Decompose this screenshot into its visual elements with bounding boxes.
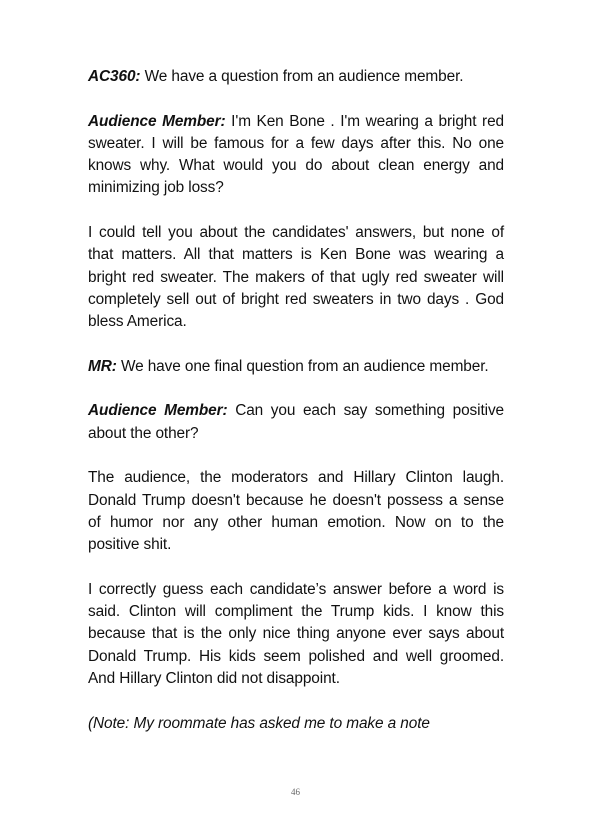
narrative-paragraph: I correctly guess each candidate’s answer before a word is said. Clinton will compliment the Trump kids. I know this because that is the only nice thing anyone ever says about Donald Trump. His kids seem polished and well groomed. And Hillary Clinton did not disappoint. (88, 580, 504, 688)
dialogue-text: We have a question from an audience member. (140, 68, 464, 85)
narrative-paragraph: I could tell you about the candidates' answers, but none of that matters. All that matters is Ken Bone was wearing a bright red sweater. The makers of that ugly red sweater will completely sell out of bright red sweaters in two days . God bless America. (88, 224, 504, 331)
page-number: 46 (291, 787, 300, 797)
dialogue-text: We have one final question from an audience member. (116, 357, 489, 375)
dialogue-text: Can you each say something positive about the other? (88, 402, 504, 442)
note-paragraph: (Note: My roommate has asked me to make a note (88, 714, 430, 732)
speaker-label: Audience Member: (88, 402, 228, 420)
narrative-paragraph: The audience, the moderators and Hillary Clinton laugh. Donald Trump doesn't because he doesn't possess a sense of humor nor any other human emotion. Now on to the positive shit. (88, 469, 504, 554)
speaker-label: MR: (88, 357, 117, 375)
dialogue-paragraph (88, 356, 504, 378)
body-text (88, 66, 504, 757)
dialogue-paragraph (88, 400, 504, 445)
dialogue-text: I'm Ken Bone . I'm wearing a bright red sweater. I will be famous for a few days after this. No one knows why. What would you do about clean energy and minimizing job loss? (88, 112, 504, 197)
dialogue-paragraph (88, 66, 504, 88)
dialogue-paragraph (88, 111, 504, 200)
speaker-label: AC360: (88, 68, 141, 85)
speaker-label: Audience Member: (88, 112, 226, 130)
